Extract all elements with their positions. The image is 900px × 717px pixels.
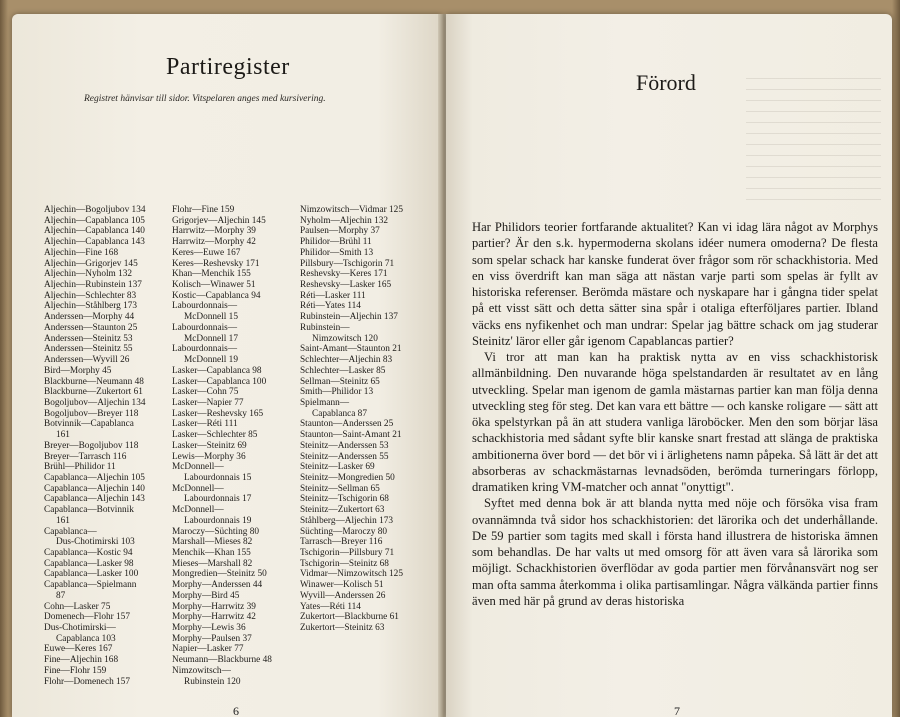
index-entry: Aljechin—Capablanca 105 [44, 215, 145, 226]
index-entry: Sellman—Steinitz 65 [300, 376, 380, 387]
paragraph: Syftet med denna bok är att blanda nytta med nöje och försöka visa fram ovannämnda två sidor hos schackhistorien: det lärorika och det underhållande. De 59 partier som tagits med skall i första hand illustrera de historiska ämnen som behandlas. De har valts ut med omsorg för att även vara så lärorika som möjligt. Schackhistorien överflödar av goda partier men förvånansvärt nog ser man ofta samma återkomma i olika partisamlingar. Några välkända partier finns även med här på grund av deras historiska [472, 496, 878, 608]
index-entry: Keres—Euwe 167 [172, 247, 241, 258]
index-entry: Neumann—Blackburne 48 [172, 655, 272, 666]
index-entry: Labourdonnais 17 [184, 494, 252, 505]
index-entry: Reshevsky—Keres 171 [300, 269, 388, 280]
left-page [12, 14, 442, 717]
page-number: 6 [233, 704, 239, 717]
index-entry: Aljechin—Fine 168 [44, 247, 119, 258]
index-entry: Aljechin—Capablanca 143 [44, 237, 145, 248]
index-entry: Pillsbury—Tschigorin 71 [300, 258, 395, 269]
page-number: 7 [674, 704, 680, 717]
index-entry: Capablanca—Kostic 94 [44, 548, 133, 558]
index-entry: Mieses—Marshall 82 [172, 558, 253, 569]
index-entry: Staunton—Saint-Amant 21 [300, 430, 402, 441]
index-entry: Smith—Philidor 13 [300, 387, 374, 398]
index-entry: Anderssen—Steinitz 53 [44, 333, 133, 344]
index-entry: Labourdonnais— [172, 301, 238, 312]
index-entry: Vidmar—Nimzowitsch 125 [300, 569, 403, 580]
index-entry: Capablanca—Lasker 98 [44, 558, 134, 569]
index-entry: Blackburne—Zukertort 61 [44, 387, 143, 398]
index-entry: Morphy—Harrwitz 39 [172, 601, 256, 612]
index-entry: Tschigorin—Pillsbury 71 [300, 548, 395, 558]
index-entry: Morphy—Paulsen 37 [172, 633, 252, 644]
index-entry: Morphy—Bird 45 [172, 590, 240, 601]
index-entry: Bird—Morphy 45 [44, 365, 112, 376]
bleed-through-text [746, 70, 881, 200]
foreword-body [472, 219, 878, 609]
index-entry: Aljechin—Grigorjev 145 [44, 258, 138, 269]
index-entry: Dus-Chotimirski 103 [56, 537, 135, 548]
index-entry: Steinitz—Mongredien 50 [300, 472, 395, 483]
index-entry: 161 [56, 515, 70, 526]
index-entry: McDonnell— [172, 462, 224, 473]
index-column-2 [172, 205, 302, 687]
index-entry: Labourdonnais 19 [184, 515, 252, 526]
paragraph: Vi tror att man kan ha praktisk nytta av en viss schackhistorisk allmänbildning. Den nuvarande höga spelstandarden är resultatet av en lång utveckling. Spelar man igenom de gamla mästarnas partier kan man följa denna utveckling steg för steg. Det kan vara ett bättre — och kanske roligare — sätt att öka spelstyrkan på än att studera vanliga läroböcker. Men den som börjar läsa schackhistoria med sådant syfte blir kanske snart frestad att slänga de praktiska ambitionerna över bord — det bör vi i ärlighetens namn påpeka. Så lätt är det att absorberas av schackmästarnas levnadsöden, berömda turneringars förlopp, dramatiken kring VM-matcher och annat "onyttigt". [472, 350, 878, 494]
index-entry: Lasker—Capablanca 100 [172, 376, 267, 387]
index-entry: Nimzowitsch—Vidmar 125 [300, 205, 403, 215]
index-entry: Lewis—Morphy 36 [172, 451, 246, 462]
index-entry: Fine—Aljechin 168 [44, 655, 119, 666]
index-entry: Domenech—Flohr 157 [44, 612, 130, 623]
index-entry: Schlechter—Aljechin 83 [300, 355, 393, 366]
index-entry: Grigorjev—Aljechin 145 [172, 215, 266, 226]
index-entry: Morphy—Harrwitz 42 [172, 612, 256, 623]
index-entry: Keres—Reshevsky 171 [172, 258, 260, 269]
index-entry: Lasker—Cohn 75 [172, 387, 239, 398]
index-entry: Aljechin—Nyholm 132 [44, 269, 133, 280]
index-entry: Schlechter—Lasker 85 [300, 365, 386, 376]
index-entry: Staunton—Anderssen 25 [300, 419, 394, 430]
index-entry: Aljechin—Bogoljubov 134 [44, 205, 146, 215]
index-entry: Réti—Lasker 111 [300, 290, 366, 301]
index-entry: Bogoljubov—Aljechin 134 [44, 397, 146, 408]
index-entry: Steinitz—Anderssen 53 [300, 440, 389, 451]
index-entry: Steinitz—Lasker 69 [300, 462, 375, 473]
index-entry: Ståhlberg—Aljechin 173 [300, 515, 394, 526]
index-entry: Paulsen—Morphy 37 [300, 226, 380, 237]
index-entry: Winawer—Kolisch 51 [300, 580, 384, 591]
index-entry: Steinitz—Tschigorin 68 [300, 494, 389, 505]
index-entry: 161 [56, 430, 70, 441]
index-entry: Rubinstein— [300, 322, 350, 333]
index-entry: Euwe—Keres 167 [44, 644, 113, 655]
index-entry: Breyer—Bogoljubov 118 [44, 440, 139, 451]
index-entry: Napier—Lasker 77 [172, 644, 244, 655]
index-entry: Kolisch—Winawer 51 [172, 280, 256, 291]
index-entry: Botvinnik—Capablanca [44, 419, 134, 430]
index-entry: Aljechin—Rubinstein 137 [44, 280, 142, 291]
index-entry: Fine—Flohr 159 [44, 665, 107, 676]
index-entry: McDonnell— [172, 483, 224, 494]
index-entry: 87 [56, 590, 66, 601]
index-entry: Morphy—Anderssen 44 [172, 580, 263, 591]
index-entry: Nimzowitsch 120 [312, 333, 378, 344]
index-entry: Capablanca 87 [312, 408, 367, 419]
index-entry: Reshevsky—Lasker 165 [300, 280, 392, 291]
index-entry: Aljechin—Capablanca 140 [44, 226, 145, 237]
paragraph: Har Philidors teorier fortfarande aktualitet? Kan vi idag lära något av Morphys partier? Är den s.k. hypermoderna skolans idéer numera omoderna? De flesta som spelar schack har kanske funderat över frågor som rör schackhistoria. Med en viss överdrift kan man säga att nästan varje parti som spelas är fyllt av historiska referenser. Berömda mästare och nyskapare har i gångna tider spelat på ett visst sätt och detta sätter sina spår i otaliga efterföljares partier. Ibland väcks ens nyfikenhet och man undrar: Spelar jag bättre schack om jag studerar Steinitz' läror eller går igenom Capablancas partier? [472, 220, 878, 348]
index-entry: McDonnell— [172, 505, 224, 516]
index-entry: Anderssen—Staunton 25 [44, 322, 138, 333]
index-entry: Labourdonnais— [172, 322, 238, 333]
page-title: Förord [636, 70, 696, 95]
index-entry: Anderssen—Morphy 44 [44, 312, 135, 323]
index-entry: Lasker—Reshevsky 165 [172, 408, 264, 419]
index-entry: Capablanca— [44, 526, 97, 537]
index-entry: Capablanca—Aljechin 140 [44, 483, 145, 494]
index-entry: Kostic—Capablanca 94 [172, 290, 261, 301]
index-entry: Breyer—Tarrasch 116 [44, 451, 127, 462]
index-entry: Marshall—Mieses 82 [172, 537, 253, 548]
index-entry: Wyvill—Anderssen 26 [300, 590, 386, 601]
index-entry: McDonnell 15 [184, 312, 238, 323]
index-entry: Aljechin—Schlechter 83 [44, 290, 137, 301]
index-entry: Anderssen—Wyvill 26 [44, 355, 130, 366]
index-entry: McDonnell 19 [184, 355, 238, 366]
right-page [446, 14, 892, 717]
index-entry: Dus-Chotimirski— [44, 623, 116, 634]
index-entry: Zukertort—Blackburne 61 [300, 612, 399, 623]
index-entry: Zukertort—Steinitz 63 [300, 623, 385, 634]
index-entry: Harrwitz—Morphy 39 [172, 226, 256, 237]
index-entry: Tarrasch—Breyer 116 [300, 537, 383, 548]
index-entry: Lasker—Napier 77 [172, 397, 244, 408]
index-entry: Cohn—Lasker 75 [44, 601, 111, 612]
index-entry: Nyholm—Aljechin 132 [300, 215, 389, 226]
index-entry: Maroczy—Süchting 80 [172, 526, 260, 537]
index-entry: Aljechin—Ståhlberg 173 [44, 301, 138, 312]
page-title: Partiregister [166, 54, 290, 80]
index-entry: Steinitz—Anderssen 55 [300, 451, 389, 462]
index-entry: Lasker—Capablanca 98 [172, 365, 262, 376]
index-entry: Philidor—Brühl 11 [300, 237, 372, 248]
index-entry: Saint-Amant—Staunton 21 [300, 344, 402, 355]
index-entry: Lasker—Steinitz 69 [172, 440, 247, 451]
index-entry: Khan—Menchik 155 [172, 269, 251, 280]
index-entry: Rubinstein—Aljechin 137 [300, 312, 398, 323]
index-entry: Blackburne—Neumann 48 [44, 376, 144, 387]
index-entry: Lasker—Réti 111 [172, 419, 238, 430]
index-entry: Menchik—Khan 155 [172, 548, 251, 558]
index-entry: Lasker—Schlechter 85 [172, 430, 258, 441]
index-entry: Capablanca—Lasker 100 [44, 569, 139, 580]
index-entry: Bogoljubov—Breyer 118 [44, 408, 139, 419]
index-entry: Philidor—Smith 13 [300, 247, 374, 258]
index-entry: Flohr—Fine 159 [172, 205, 235, 215]
index-entry: Spielmann— [300, 397, 350, 408]
index-entry: Capablanca—Botvinnik [44, 505, 134, 516]
index-entry: Yates—Réti 114 [300, 601, 361, 612]
index-entry: Süchting—Maroczy 80 [300, 526, 388, 537]
index-entry: Labourdonnais— [172, 344, 238, 355]
index-entry: Réti—Yates 114 [300, 301, 361, 312]
index-entry: Steinitz—Zukertort 63 [300, 505, 385, 516]
index-entry: Nimzowitsch— [172, 665, 231, 676]
index-entry: Capablanca—Aljechin 143 [44, 494, 145, 505]
index-entry: Harrwitz—Morphy 42 [172, 237, 256, 248]
index-entry: Capablanca—Aljechin 105 [44, 472, 145, 483]
index-entry: Tschigorin—Steinitz 68 [300, 558, 389, 569]
index-entry: Capablanca 103 [56, 633, 116, 644]
index-entry: McDonnell 17 [184, 333, 238, 344]
index-subtitle: Registret hänvisar till sidor. Vitspelaren anges med kursivering. [84, 94, 326, 104]
index-entry: Anderssen—Steinitz 55 [44, 344, 133, 355]
index-entry: Mongredien—Steinitz 50 [172, 569, 267, 580]
index-entry: Morphy—Lewis 36 [172, 623, 246, 634]
index-column-3 [300, 205, 440, 634]
index-column-1 [44, 205, 174, 687]
index-entry: Flohr—Domenech 157 [44, 676, 130, 687]
index-entry: Capablanca—Spielmann [44, 580, 137, 591]
index-entry: Brühl—Philidor 11 [44, 462, 116, 473]
index-entry: Steinitz—Sellman 65 [300, 483, 380, 494]
index-entry: Rubinstein 120 [184, 676, 241, 687]
index-entry: Labourdonnais 15 [184, 472, 252, 483]
